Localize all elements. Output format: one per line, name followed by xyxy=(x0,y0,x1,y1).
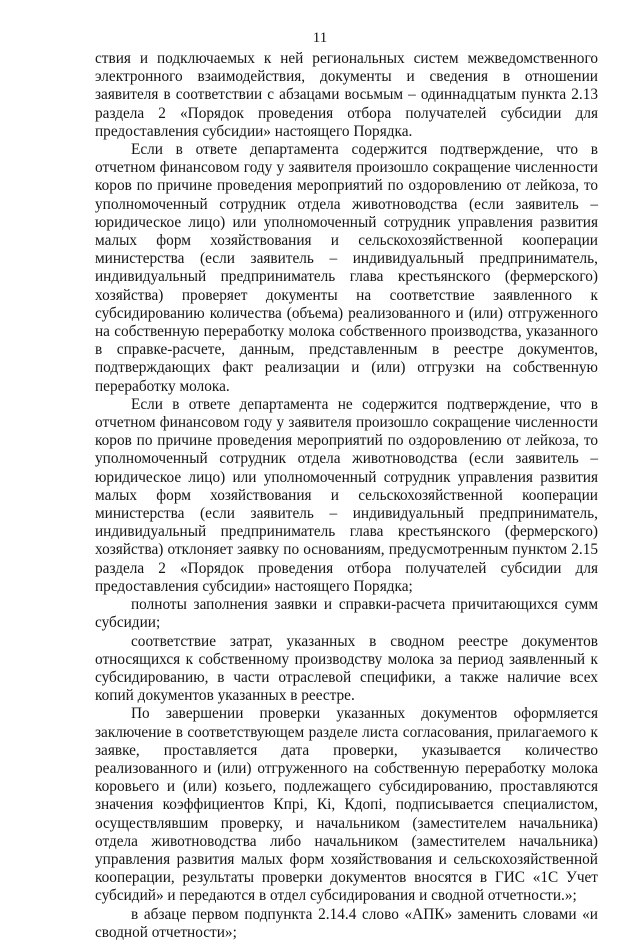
paragraph: ствия и подключаемых к ней региональных систем межведомственного электронного взаимодействия, документы и сведения в отношении заявителя в соответствии с абзацами восьмым – одиннадцатым пункта 2.13 раздела 2 «Порядок проведения отбора получателей субсидии для предоставления субсидии» настоящего Порядка. xyxy=(95,50,598,140)
paragraph: По завершении проверки указанных документов оформляется заключение в соответствующем разделе листа согласования, прилагаемого к заявке, проставляется дата проверки, указывается количество реализованного и (или) отгруженного на собственную переработку молока коровьего и (или) козьего, подлежащего субсидированию, проставляются значения коэффициентов Кпрі, Кі, Кдопі, подписывается специалистом, осуществлявшим проверку, и начальником (заместителем начальника) отдела животноводства либо начальником (заместителем начальника) управления развития малых форм хозяйствования и сельскохозяйственной кооперации, результаты проверки документов вносятся в ГИС «1С Учет субсидий» и передаются в отдел субсидирования и сводной отчетности.»; xyxy=(95,705,598,905)
paragraph: полноты заполнения заявки и справки-расчета причитающихся сумм субсидии; xyxy=(95,596,598,632)
paragraph: в абзаце первом подпункта 2.14.4 слово «АПК» заменить словами «и сводной отчетности»; xyxy=(95,905,598,941)
paragraph: Если в ответе департамента содержится подтверждение, что в отчетном финансовом году у заявителя произошло сокращение численности коров по причине проведения мероприятий по оздоровлению от лейкоза, то уполномоченный сотрудник отдела животноводства (если заявитель – юридическое лицо) или уполномоченный сотрудник управления развития малых форм хозяйствования и сельскохозяйственной кооперации министерства (если заявитель – индивидуальный предприниматель, индивидуальный предприниматель глава крестьянского (фермерского) хозяйства) проверяет документы на соответствие заявленного к субсидированию количества (объема) реализованного и (или) отгруженного на собственную переработку молока собственного производства, указанного в справке-расчете, данным, представленным в реестре документов, подтверждающих факт реализации и (или) отгрузки на собственную переработку молока. xyxy=(95,141,598,395)
document-body xyxy=(95,50,598,942)
paragraph: Если в ответе департамента не содержится подтверждение, что в отчетном финансовом году у заявителя произошло сокращение численности коров по причине проведения мероприятий по оздоровлению от лейкоза, то уполномоченный сотрудник отдела животноводства (если заявитель – юридическое лицо) или уполномоченный сотрудник управления развития малых форм хозяйствования и сельскохозяйственной кооперации министерства (если заявитель – индивидуальный предприниматель, индивидуальный предприниматель глава крестьянского (фермерского) хозяйства) отклоняет заявку по основаниям, предусмотренным пунктом 2.15 раздела 2 «Порядок проведения отбора получателей субсидии для предоставления субсидии» настоящего Порядка; xyxy=(95,395,598,595)
page-number: 11 xyxy=(312,30,328,46)
paragraph: соответствие затрат, указанных в сводном реестре документов относящихся к собственному производству молока за период заявленный к субсидированию, в части отраслевой специфики, а также наличие всех копий документов указанных в реестре. xyxy=(95,632,598,705)
